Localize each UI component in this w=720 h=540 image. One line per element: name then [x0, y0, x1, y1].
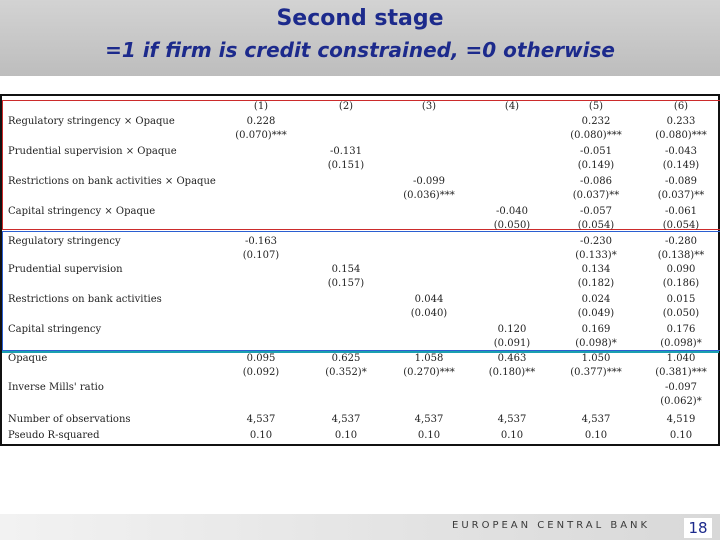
coefficient-value: -0.051 [579, 146, 613, 157]
coefficient-value: 0.095 [246, 353, 276, 364]
standard-error-value: (0.157) [327, 278, 365, 289]
stat-value: 0.10 [334, 430, 358, 441]
stat-value: 4,519 [666, 414, 696, 425]
standard-error-value: (0.050) [662, 308, 700, 319]
standard-error-value: (0.037)** [657, 190, 705, 201]
row-label: Restrictions on bank activities [8, 294, 162, 305]
coefficient-value: -0.230 [579, 236, 613, 247]
stat-value: 0.10 [417, 430, 441, 441]
standard-error-value: (0.091) [493, 338, 531, 349]
separator-line [2, 351, 719, 353]
column-header: (5) [588, 101, 604, 112]
stat-value: 4,537 [497, 414, 527, 425]
column-header: (1) [253, 101, 269, 112]
standard-error-value: (0.054) [577, 220, 615, 231]
main-effects-highlight [2, 231, 720, 351]
standard-error-value: (0.182) [577, 278, 615, 289]
standard-error-value: (0.098)* [575, 338, 617, 349]
coefficient-value: 1.040 [666, 353, 696, 364]
standard-error-value: (0.062)* [660, 396, 702, 407]
coefficient-value: 0.015 [666, 294, 696, 305]
coefficient-value: 0.120 [497, 324, 527, 335]
standard-error-value: (0.138)** [657, 250, 705, 261]
coefficient-value: 0.024 [581, 294, 611, 305]
ecb-wordmark: EUROPEAN CENTRAL BANK [452, 520, 651, 531]
stat-value: 4,537 [581, 414, 611, 425]
standard-error-value: (0.180)** [488, 367, 536, 378]
slide-subtitle: =1 if firm is credit constrained, =0 otherwise [105, 38, 615, 62]
coefficient-value: 0.169 [581, 324, 611, 335]
coefficient-value: 0.044 [414, 294, 444, 305]
standard-error-value: (0.070)*** [235, 130, 287, 141]
coefficient-value: -0.043 [664, 146, 698, 157]
coefficient-value: -0.089 [664, 176, 698, 187]
standard-error-value: (0.377)*** [570, 367, 622, 378]
coefficient-value: -0.097 [664, 382, 698, 393]
column-header: (6) [673, 101, 689, 112]
row-label: Capital stringency × Opaque [8, 206, 156, 217]
row-label: Prudential supervision × Opaque [8, 146, 177, 157]
standard-error-value: (0.352)* [325, 367, 367, 378]
coefficient-value: 0.463 [497, 353, 527, 364]
row-label: Inverse Mills' ratio [8, 382, 104, 393]
stat-value: 4,537 [246, 414, 276, 425]
column-header: (4) [504, 101, 520, 112]
standard-error-value: (0.149) [662, 160, 700, 171]
coefficient-value: -0.131 [329, 146, 363, 157]
coefficient-value: -0.163 [244, 236, 278, 247]
standard-error-value: (0.151) [327, 160, 365, 171]
coefficient-value: 0.232 [581, 116, 611, 127]
standard-error-value: (0.054) [662, 220, 700, 231]
standard-error-value: (0.049) [577, 308, 615, 319]
row-label: Opaque [8, 353, 48, 364]
coefficient-value: -0.280 [664, 236, 698, 247]
coefficient-value: -0.086 [579, 176, 613, 187]
coefficient-value: 0.134 [581, 264, 611, 275]
standard-error-value: (0.270)*** [403, 367, 455, 378]
stat-value: 0.10 [500, 430, 524, 441]
standard-error-value: (0.092) [242, 367, 280, 378]
standard-error-value: (0.050) [493, 220, 531, 231]
stat-value: 4,537 [414, 414, 444, 425]
coefficient-value: 0.625 [331, 353, 361, 364]
stat-label: Number of observations [8, 414, 131, 425]
coefficient-value: 0.176 [666, 324, 696, 335]
coefficient-value: -0.040 [495, 206, 529, 217]
coefficient-value: 0.090 [666, 264, 696, 275]
standard-error-value: (0.080)*** [570, 130, 622, 141]
standard-error-value: (0.133)* [575, 250, 617, 261]
standard-error-value: (0.080)*** [655, 130, 707, 141]
row-label: Regulatory stringency × Opaque [8, 116, 175, 127]
slide-title: Second stage [276, 6, 444, 31]
page-number: 18 [684, 518, 712, 538]
standard-error-value: (0.149) [577, 160, 615, 171]
row-label: Regulatory stringency [8, 236, 121, 247]
coefficient-value: -0.099 [412, 176, 446, 187]
row-label: Restrictions on bank activities × Opaque [8, 176, 216, 187]
column-header: (2) [338, 101, 354, 112]
standard-error-value: (0.098)* [660, 338, 702, 349]
coefficient-value: -0.057 [579, 206, 613, 217]
coefficient-value: 0.154 [331, 264, 361, 275]
row-label: Capital stringency [8, 324, 102, 335]
standard-error-value: (0.040) [410, 308, 448, 319]
standard-error-value: (0.037)** [572, 190, 620, 201]
column-header: (3) [421, 101, 437, 112]
coefficient-value: -0.061 [664, 206, 698, 217]
stat-value: 0.10 [249, 430, 273, 441]
standard-error-value: (0.186) [662, 278, 700, 289]
stat-value: 0.10 [669, 430, 693, 441]
standard-error-value: (0.036)*** [403, 190, 455, 201]
standard-error-value: (0.381)*** [655, 367, 707, 378]
standard-error-value: (0.107) [242, 250, 280, 261]
coefficient-value: 1.050 [581, 353, 611, 364]
stat-label: Pseudo R-squared [8, 430, 100, 441]
row-label: Prudential supervision [8, 264, 123, 275]
stat-value: 0.10 [584, 430, 608, 441]
stat-value: 4,537 [331, 414, 361, 425]
coefficient-value: 1.058 [414, 353, 444, 364]
coefficient-value: 0.233 [666, 116, 696, 127]
coefficient-value: 0.228 [246, 116, 276, 127]
